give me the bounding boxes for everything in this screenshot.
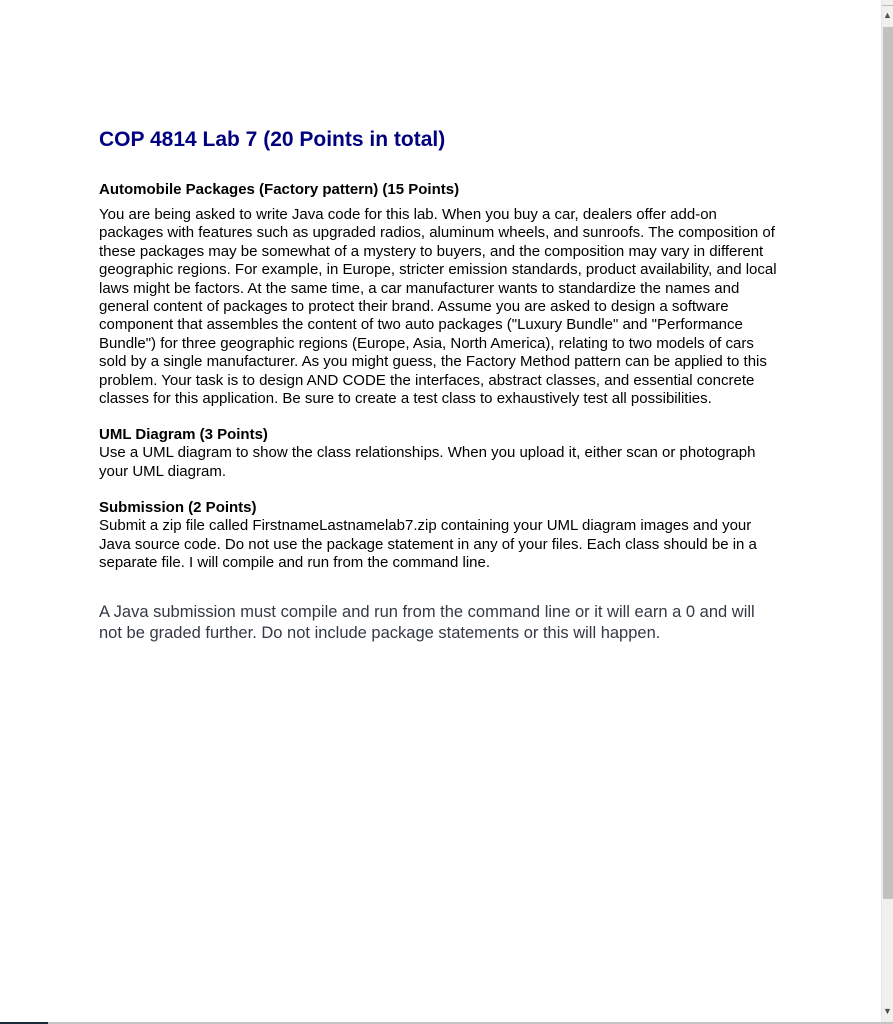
scrollbar-thumb[interactable] <box>883 27 893 899</box>
section-heading: Submission (2 Points) <box>99 499 257 517</box>
compile-warning: A Java submission must compile and run from the command line or it will earn a 0 and will not be graded further. Do not include package statements or this will happen. <box>99 602 755 642</box>
section-submission <box>99 499 779 572</box>
section-automobile-packages <box>99 181 779 408</box>
document-content <box>99 126 779 660</box>
scroll-down-arrow-icon[interactable]: ▼ <box>883 1006 892 1016</box>
section-body: You are being asked to write Java code for this lab. When you buy a car, dealers offer add-on packages with features such as upgraded radios, aluminum wheels, and sunroofs. The composition of these packages may be somewhat of a mystery to buyers, and the composition may vary in different geographic regions. For example, in Europe, stricter emission standards, product availability, and local laws might be factors. At the same time, a car manufacturer wants to standardize the names and general content of packages to protect their brand. Assume you are asked to design a software component that assembles the content of two auto packages ("Luxury Bundle" and "Performance Bundle") for three geographic regions (Europe, Asia, North America), relating to two models of cars sold by a single manufacturer. As you might guess, the Factory Method pattern can be applied to this problem. Your task is to design AND CODE the interfaces, abstract classes, and essential concrete classes for this application. Be sure to create a test class to exhaustively test all possibilities. <box>99 206 777 408</box>
scroll-up-arrow-icon[interactable]: ▲ <box>883 10 892 20</box>
section-uml-diagram <box>99 426 779 481</box>
scrollbar-divider <box>882 5 893 6</box>
section-heading: Automobile Packages (Factory pattern) (15 Points) <box>99 181 460 198</box>
section-body: Submit a zip file called FirstnameLastnamelab7.zip containing your UML diagram images and your Java source code. Do not use the package statement in any of your files. Each class should be in a separate file. I will compile and run from the command line. <box>99 517 757 572</box>
section-body: Use a UML diagram to show the class relationships. When you upload it, either scan or photograph your UML diagram. <box>99 444 756 480</box>
vertical-scrollbar[interactable] <box>881 0 893 1024</box>
page-title: COP 4814 Lab 7 (20 Points in total) <box>99 128 446 151</box>
section-heading: UML Diagram (3 Points) <box>99 426 268 444</box>
